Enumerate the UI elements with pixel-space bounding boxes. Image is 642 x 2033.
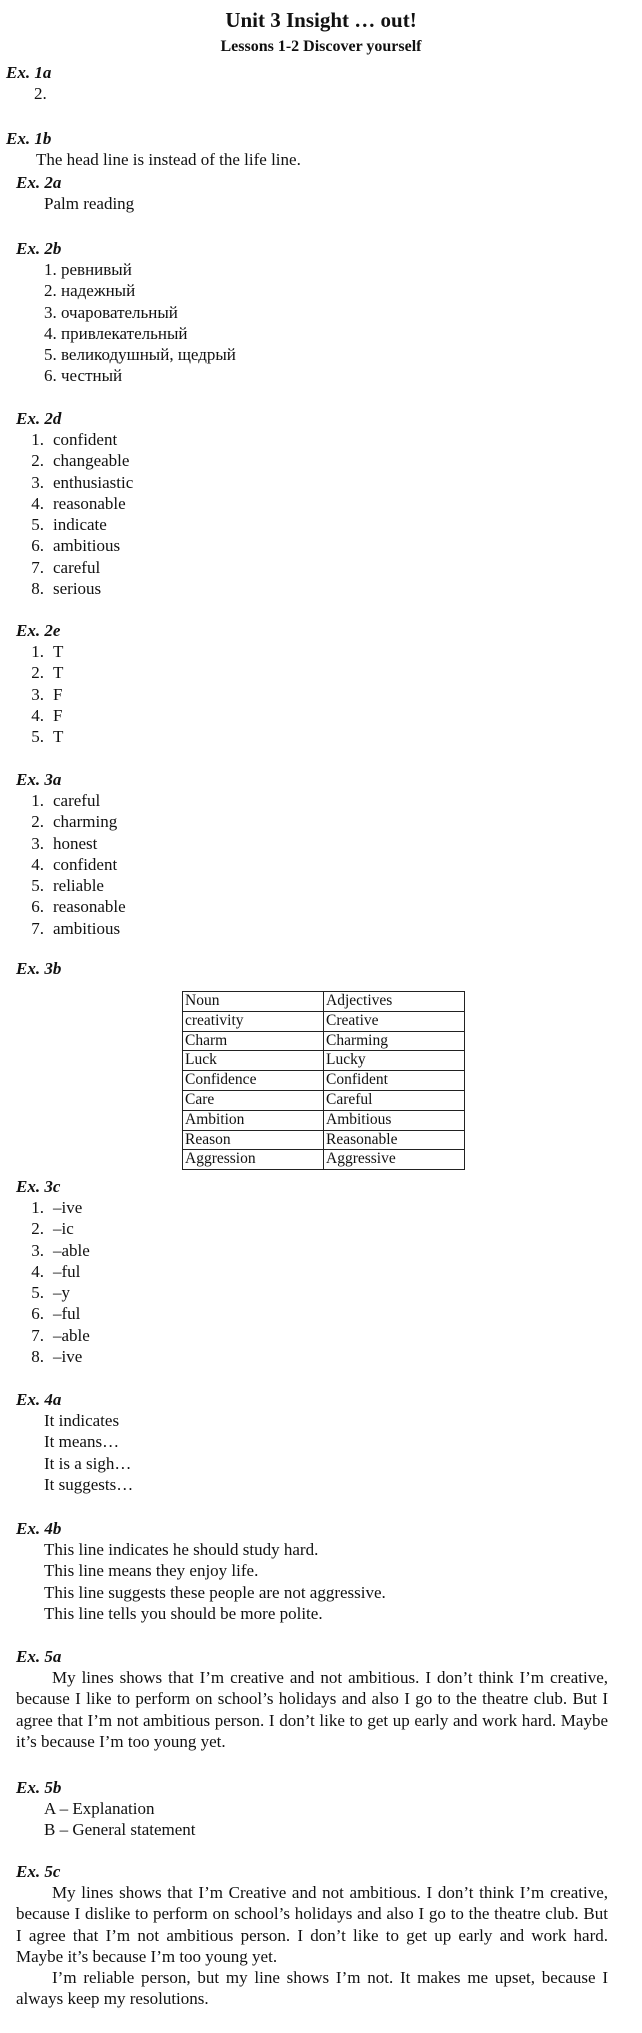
answer-lines — [16, 1539, 642, 1624]
exercise-label: Ex. 3b — [16, 959, 62, 978]
table-row — [183, 1051, 465, 1071]
answer-list — [16, 429, 642, 599]
list-item: 3. enthusiastic — [31, 472, 134, 492]
list-item: 7. –able — [31, 1325, 90, 1345]
answer-list — [16, 790, 642, 939]
list-item: 4. –ful — [31, 1261, 81, 1281]
list-item: 7. careful — [31, 557, 101, 577]
answer-list — [16, 641, 642, 747]
table-cell: Confidence — [183, 1071, 324, 1091]
answer-lines — [16, 1798, 642, 1841]
list-item: 4. F — [31, 705, 63, 725]
exercise-2d — [16, 408, 642, 599]
answer-line: This line suggests these people are not aggressive. — [44, 1582, 386, 1602]
exercise-3a — [16, 769, 642, 939]
table-row — [183, 1031, 465, 1051]
exercise-5b — [16, 1777, 642, 1841]
answer-list — [16, 259, 642, 387]
list-item: 5. великодушный, щедрый — [44, 345, 236, 365]
table-cell: Ambition — [183, 1110, 324, 1130]
exercise-2a — [16, 172, 642, 214]
table-row — [183, 1071, 465, 1091]
answer-line: It indicates — [44, 1411, 120, 1430]
list-item: 3. F — [31, 684, 63, 704]
answer-line: This line indicates he should study hard. — [44, 1540, 319, 1559]
answer-paragraph: My lines shows that I’m creative and not ambitious. I don’t think I’m creative, because I like to perform on school’s holidays and also I go to the theatre club. But I agree that I’m not ambitious person. I don’t like to get up early and work hard. Maybe it’s because I’m too young yet. — [16, 1668, 608, 1751]
list-item: 2. changeable — [31, 451, 130, 471]
table-cell: Lucky — [324, 1051, 465, 1071]
page-subtitle: Lessons 1-2 Discover yourself — [220, 38, 422, 55]
exercise-label: Ex. 4a — [16, 1390, 62, 1409]
list-item: 1. careful — [31, 791, 101, 810]
table-cell: Confident — [324, 1071, 465, 1091]
list-item: 7. ambitious — [31, 918, 121, 938]
table-row — [183, 1150, 465, 1170]
list-item: 5. T — [31, 727, 64, 747]
exercise-5c — [16, 1861, 642, 2010]
exercise-4b — [16, 1518, 642, 1624]
answer-line: It suggests… — [44, 1474, 134, 1494]
list-item: 2. T — [31, 663, 64, 683]
exercise-label: Ex. 2d — [16, 409, 62, 428]
table-cell: Creative — [324, 1011, 465, 1031]
exercise-label: Ex. 5b — [16, 1778, 62, 1797]
list-item: 8. serious — [31, 579, 102, 599]
table-row — [183, 992, 465, 1012]
list-item: 1. confident — [31, 430, 118, 449]
list-item: 6. ambitious — [31, 536, 121, 556]
table-row — [183, 1090, 465, 1110]
table-cell: Reason — [183, 1130, 324, 1150]
list-item: 3. –able — [31, 1240, 90, 1260]
list-item: 6. честный — [44, 366, 123, 386]
answer-paragraph: My lines shows that I’m Creative and not ambitious. I don’t think I’m creative, because I dislike to perform on school’s holidays and also I go to the theatre club. But I agree that I’m not ambitious person. I don’t like to get up early and work hard. Maybe it’s because I’m too young yet. — [16, 1883, 608, 1966]
exercise-4a — [16, 1389, 642, 1495]
exercise-2b — [16, 238, 642, 387]
exercise-3b — [16, 958, 642, 979]
exercise-label: Ex. 5a — [16, 1647, 62, 1666]
exercise-5a — [16, 1646, 642, 1752]
answer-line: It is a sigh… — [44, 1453, 132, 1473]
answer-line: This line means they enjoy life. — [44, 1561, 259, 1581]
answer-paragraph: I’m reliable person, but my line shows I’m not. It makes me upset, because I always keep my resolutions. — [16, 1968, 608, 2009]
list-item: 3. honest — [31, 833, 98, 853]
answer-list — [16, 1197, 642, 1367]
table-row — [183, 1110, 465, 1130]
list-item: 6. –ful — [31, 1304, 81, 1324]
exercise-label: Ex. 4b — [16, 1519, 62, 1538]
exercise-1a — [6, 62, 642, 104]
answer-lines — [16, 1410, 642, 1495]
noun-adjective-table — [182, 991, 465, 1170]
table-cell: Ambitious — [324, 1110, 465, 1130]
exercise-label: Ex. 5c — [16, 1862, 61, 1881]
list-item: 2. надежный — [44, 281, 136, 301]
page-title: Unit 3 Insight … out! — [225, 8, 417, 32]
exercise-label: Ex. 2e — [16, 621, 61, 640]
list-item: 1. T — [31, 642, 64, 661]
exercise-label: Ex. 3c — [16, 1177, 61, 1196]
answer-line: This line tells you should be more polite. — [44, 1603, 323, 1623]
table-cell: Reasonable — [324, 1130, 465, 1150]
list-item: 8. –ive — [31, 1347, 83, 1367]
table-cell: Luck — [183, 1051, 324, 1071]
exercise-2e — [16, 620, 642, 747]
answer-line: A – Explanation — [44, 1799, 155, 1818]
list-item: 5. indicate — [31, 515, 107, 535]
exercise-3c — [16, 1176, 642, 1367]
list-item: 2. charming — [31, 812, 118, 832]
exercise-label: Ex. 1b — [6, 129, 52, 148]
list-item: 2. –ic — [31, 1219, 74, 1239]
table-cell: Charming — [324, 1031, 465, 1051]
exercise-label: Ex. 3a — [16, 770, 62, 789]
table-cell: Aggressive — [324, 1150, 465, 1170]
table-cell: Charm — [183, 1031, 324, 1051]
table-cell: creativity — [183, 1011, 324, 1031]
list-item: 4. confident — [31, 854, 118, 874]
exercise-label: Ex. 1a — [6, 63, 52, 82]
exercise-label: Ex. 2b — [16, 239, 62, 258]
table-cell: Careful — [324, 1090, 465, 1110]
table-row — [183, 1130, 465, 1150]
list-item: 6. reasonable — [31, 897, 126, 917]
exercise-1b — [6, 128, 642, 170]
answer-line: It means… — [44, 1432, 120, 1452]
table-row — [183, 1011, 465, 1031]
list-item: 1. –ive — [31, 1198, 83, 1217]
exercise-label: Ex. 2a — [16, 173, 62, 192]
table-cell: Adjectives — [324, 992, 465, 1012]
table-cell: Aggression — [183, 1150, 324, 1170]
answer-line: B – General statement — [44, 1820, 196, 1840]
list-item: 4. reasonable — [31, 493, 126, 513]
exercise-answer: Palm reading — [44, 194, 135, 213]
list-item: 1. ревнивый — [44, 260, 132, 279]
list-item: 5. reliable — [31, 876, 104, 896]
list-item: 4. привлекательный — [44, 323, 188, 343]
list-item: 3. очаровательный — [44, 302, 178, 322]
list-item: 5. –y — [31, 1283, 70, 1303]
exercise-answer: 2. — [34, 84, 47, 103]
table-cell: Noun — [183, 992, 324, 1012]
exercise-answer: The head line is instead of the life line. — [36, 150, 301, 169]
table-cell: Care — [183, 1090, 324, 1110]
